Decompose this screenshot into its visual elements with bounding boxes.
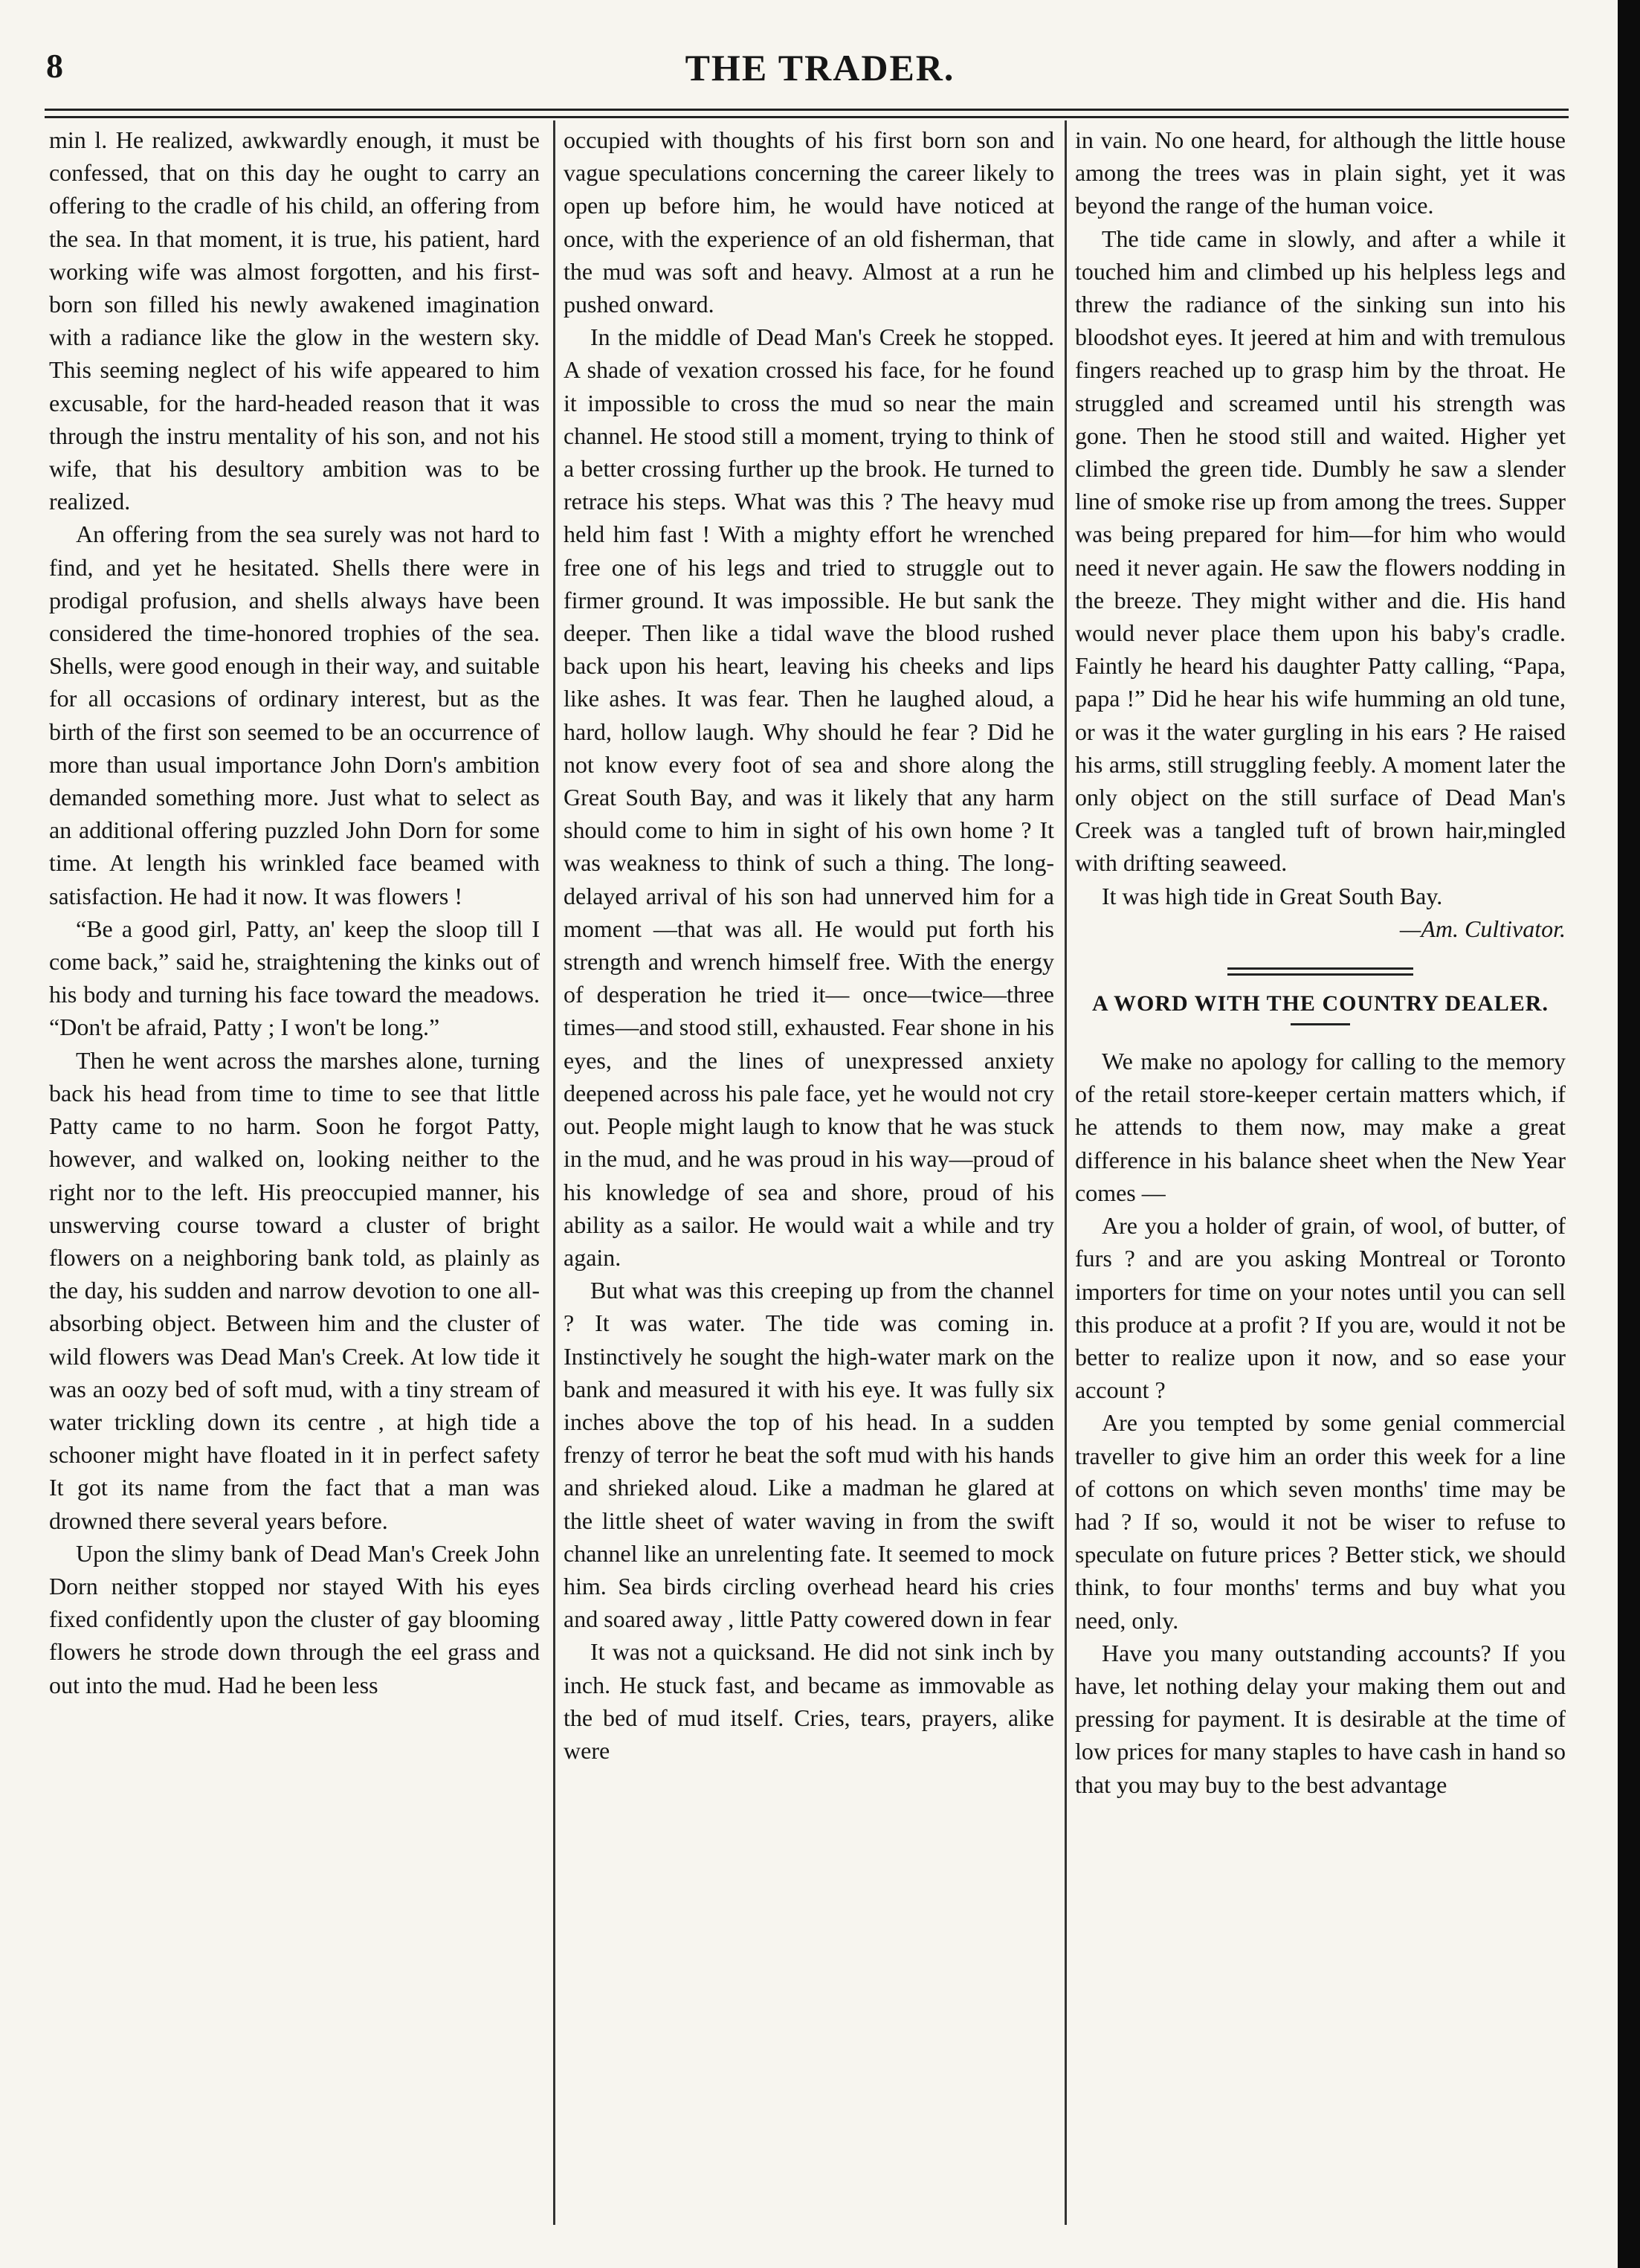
section-rule (1227, 967, 1413, 970)
paragraph: The tide came in slowly, and after a while it touched him and climbed up his helpless legs and threw the radiance of the sinking sun into his bloodshot eyes. It jeered at him and with tremulous fingers reached up to grasp him by the throat. He struggled and screamed until his strength was gone. Then he stood still and waited. Higher yet climbed the green tide. Dumbly he saw a slender line of smoke rise up from among the trees. Supper was being prepared for him—for him who would need it never again. He saw the flowers nodding in the breeze. They might wither and die. His hand would never place them upon his baby's cradle. Faintly he heard his daughter Patty calling, “Papa, papa !” Did he hear his wife humming an old tune, or was it the water gurgling in his ears ? He raised his arms, still struggling feebly. A moment later the only object on the still surface of Dead Man's Creek was a tangled tuft of brown hair,mingled with drifting seaweed. (1075, 225, 1566, 877)
header-rule-bottom (45, 116, 1569, 118)
column-rule-2 (1065, 120, 1067, 2225)
paragraph: “Be a good girl, Patty, an' keep the sloop till I come back,” said he, straightening the kinks out of his body and turning his face toward the meadows. “Don't be afraid, Patty ; I won't be long.” (49, 915, 540, 1041)
header-rule-top (45, 109, 1569, 111)
paragraph: An offering from the sea surely was not hard to find, and yet he hesitated. Shells there were in prodigal profusion, and shells always have been considered the time-honored trophies of the sea. Shells, were good enough in their way, and suitable for all occasions of ordinary interest, but as the birth of the first son seemed to be an occurrence of more than usual importance John Dorn's ambition demanded something more. Just what to select as an additional offering puzzled John Dorn for some time. At length his wrinkled face beamed with satisfaction. He had it now. It was flowers ! (49, 521, 540, 909)
attribution: —Am. Cultivator. (1399, 915, 1566, 942)
section-rule (1227, 973, 1413, 976)
paragraph: min l. He realized, awkwardly enough, it must be confessed, that on this day he ought to carry an offering to the cradle of his child, an offering from the sea. In that moment, it is true, his patient, hard working wife was almost forgotten, and his first-born son filled his newly awakened imagination with a radiance like the glow in the western sky. This seeming neglect of his wife appeared to him excusable, for the hard-headed reason that it was through the instru mentality of his son, and not his wife, that his desultory ambition was to be realized. (49, 126, 540, 515)
paragraph: It was not a quicksand. He did not sink inch by inch. He stuck fast, and became as immovable as the bed of mud itself. Cries, tears, prayers, alike were (564, 1638, 1054, 1764)
column-3 (1075, 123, 1566, 2228)
masthead-title: THE TRADER. (685, 47, 955, 88)
scan-edge-shadow (1618, 0, 1640, 2268)
paragraph: But what was this creeping up from the channel ? It was water. The tide was coming in. Instinctively he sought the high-water mark on the bank and measured it with his eye. It was fully six inches above the top of his head. In a sudden frenzy of terror he beat the soft mud with his hands and shrieked aloud. Like a madman he glared at the little sheet of water waving in from the swift channel like an unrelenting fate. It seemed to mock him. Sea birds circling overhead heard his cries and soared away , little Patty cowered down in fear (564, 1277, 1054, 1633)
paragraph: Are you tempted by some genial commercial traveller to give him an order this week for a line of cottons on which seven months' time may be had ? If so, would it not be wiser to refuse to speculate on future prices ? Better stick, we should think, to four months' terms and buy what you need, only. (1075, 1409, 1566, 1634)
column-rule-1 (553, 120, 555, 2225)
paragraph: occupied with thoughts of his first born son and vague speculations concerning the career likely to open up before him, he would have noticed at once, with the experience of an old fisherman, that the mud was soft and heavy. Almost at a run he pushed onward. (564, 126, 1054, 318)
paragraph: It was high tide in Great South Bay. (1102, 882, 1443, 909)
article-headline: A WORD WITH THE COUNTRY DEALER. (1092, 991, 1549, 1017)
paragraph: Upon the slimy bank of Dead Man's Creek John Dorn neither stopped nor stayed With his eyes fixed confidently upon the cluster of gay blooming flowers he strode down through the eel grass and out into the mud. Had he been less (49, 1539, 540, 1698)
column-2 (564, 123, 1054, 2228)
paragraph: We make no apology for calling to the memory of the retail store-keeper certain matters which, if he attends to them now, may make a great difference in his balance sheet when the New Year comes — (1075, 1048, 1566, 1206)
paragraph: Then he went across the marshes alone, turning back his head from time to time to see that little Patty came to no harm. Soon he forgot Patty, however, and walked on, looking neither to the right nor to the left. His preoccupied manner, his unswerving course toward a cluster of bright flowers on a neighboring bank told, as plainly as the day, his sudden and narrow devotion to one all-absorbing object. Between him and the cluster of wild flowers was Dead Man's Creek. At low tide it was an oozy bed of soft mud, with a tiny stream of water trickling down its centre , at high tide a schooner might have floated in it in perfect safety It got its name from the fact that a man was drowned there several years before. (49, 1046, 540, 1534)
page-number: 8 (46, 47, 63, 85)
headline-rule (1291, 1023, 1350, 1025)
paragraph: Have you many outstanding accounts? If you have, let nothing delay your making them out and pressing for payment. It is desirable at the time of low prices for many staples to have cash in hand so that you may buy to the best advantage (1075, 1639, 1566, 1798)
column-1 (49, 123, 540, 2228)
paragraph: in vain. No one heard, for although the little house among the trees was in plain sight, yet it was beyond the range of the human voice. (1075, 126, 1566, 219)
paragraph: Are you a holder of grain, of wool, of butter, of furs ? and are you asking Montreal or Toronto importers for time on your notes until you can sell this produce at a profit ? If you are, would it not be better to realize upon it now, and so ease your account ? (1075, 1212, 1566, 1404)
paragraph: In the middle of Dead Man's Creek he stopped. A shade of vexation crossed his face, for he found it impossible to cross the mud so near the main channel. He stood still a moment, trying to think of a better crossing further up the brook. He turned to retrace his steps. What was this ? The heavy mud held him fast ! With a mighty effort he wrenched free one of his legs and tried to struggle out to firmer ground. It was impossible. He but sank the deeper. Then like a tidal wave the blood rushed back upon his heart, leaving his cheeks and lips like ashes. It was fear. Then he laughed aloud, a hard, hollow laugh. Why should he fear ? Did he not know every foot of sea and shore along the Great South Bay, and was it likely that any harm should come to him in sight of his own home ? It was weakness to think of such a thing. The long-delayed arrival of his son had unnerved him for a moment —that was all. He would put forth his strength and wrench himself free. With the energy of desperation he tried it— once—twice—three times—and stood still, exhausted. Fear shone in his eyes, and the lines of unexpressed anxiety deepened across his pale face, yet he would not cry out. People might laugh to know that he was stuck in the mud, and he was proud in his way—proud of his knowledge of sea and shore, proud of his ability as a sailor. He would wait a while and try again. (564, 323, 1054, 1271)
